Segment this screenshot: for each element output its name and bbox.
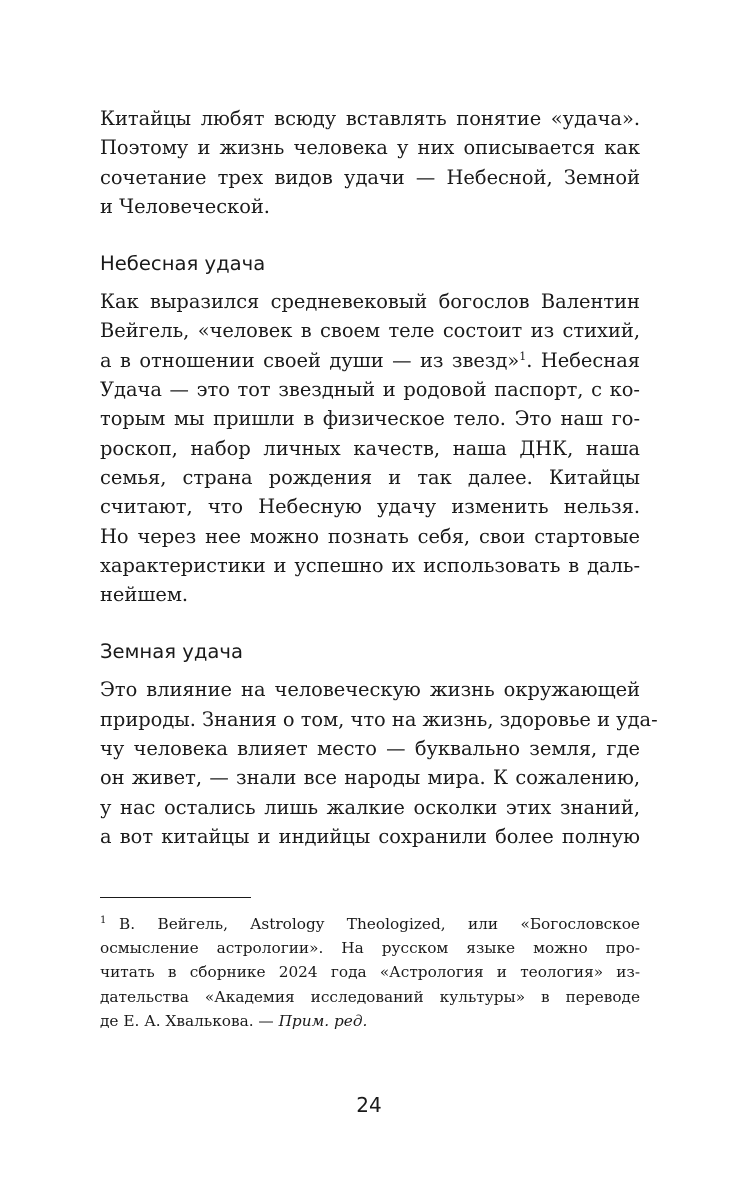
text-line: Но через нее можно познать себя, свои стартовые (100, 524, 640, 548)
footnote (100, 912, 640, 1033)
text-line: считают, что Небесную удачу изменить нельзя. (100, 495, 640, 519)
heading-heavenly-luck: Небесная удача (100, 252, 266, 276)
footnote-text: де Е. А. Хвалькова. — (100, 1011, 279, 1030)
footnote-line: дательства «Академия исследований культуры» в переводе (100, 987, 640, 1006)
footnote-line (100, 1009, 640, 1033)
text-line: сочетание трех видов удачи — Небесной, Земной (100, 165, 640, 189)
text-line: Это влияние на человеческую жизнь окружающей (100, 678, 640, 702)
text-line: природы. Знания о том, что на жизнь, здоровье и уда- (100, 707, 658, 731)
editor-note: Прим. ред. (278, 1011, 368, 1030)
footnote-text: В. Вейгель, Astrology Theologized, или «Богословское (119, 915, 640, 933)
text-line: он живет, — знали все народы мира. К сожалению, (100, 766, 640, 790)
text-line: и Человеческой. (100, 194, 270, 218)
footnote-line (100, 912, 640, 936)
text-line: роскоп, набор личных качеств, наша ДНК, наша (100, 436, 640, 460)
footnote-marker: 1 (100, 915, 107, 926)
text-line: Поэтому и жизнь человека у них описывается как (100, 136, 640, 160)
text-line: торым мы пришли в физическое тело. Это наш го- (100, 407, 640, 431)
earthly-paragraph (100, 675, 658, 851)
text-line: характеристики и успешно их использовать в даль- (100, 553, 640, 577)
footnote-reference[interactable]: 1 (519, 349, 527, 363)
text-fragment: . Небесная (526, 348, 640, 372)
footnote-line: читать в сборнике 2024 года «Астрология и теология» из- (100, 963, 640, 982)
text-line-with-footnote-ref (100, 346, 640, 375)
footnote-line: осмысление астрологии». На русском языке можно про- (100, 939, 640, 958)
heavenly-paragraph (100, 287, 640, 609)
text-line: чу человека влияет место — буквально земля, где (100, 737, 640, 761)
page-body (100, 104, 658, 851)
text-line: нейшем. (100, 583, 189, 607)
text-fragment: а в отношении своей души — из звезд» (100, 348, 520, 372)
heading-earthly-luck: Земная удача (100, 640, 243, 664)
text-line: Как выразился средневековый богослов Валентин (100, 290, 640, 314)
text-line: Вейгель, «человек в своем теле состоит из стихий, (100, 319, 640, 343)
text-line: семья, страна рождения и так далее. Китайцы (100, 465, 640, 489)
footnote-separator (100, 897, 251, 898)
text-line: Удача — это тот звездный и родовой паспорт, с ко- (100, 378, 640, 402)
text-line: у нас остались лишь жалкие осколки этих знаний, (100, 795, 640, 819)
text-line: Китайцы любят всюду вставлять понятие «удача». (100, 107, 640, 130)
page-number: 24 (356, 1093, 382, 1117)
text-line: а вот китайцы и индийцы сохранили более полную (100, 824, 640, 848)
intro-paragraph (100, 104, 640, 221)
